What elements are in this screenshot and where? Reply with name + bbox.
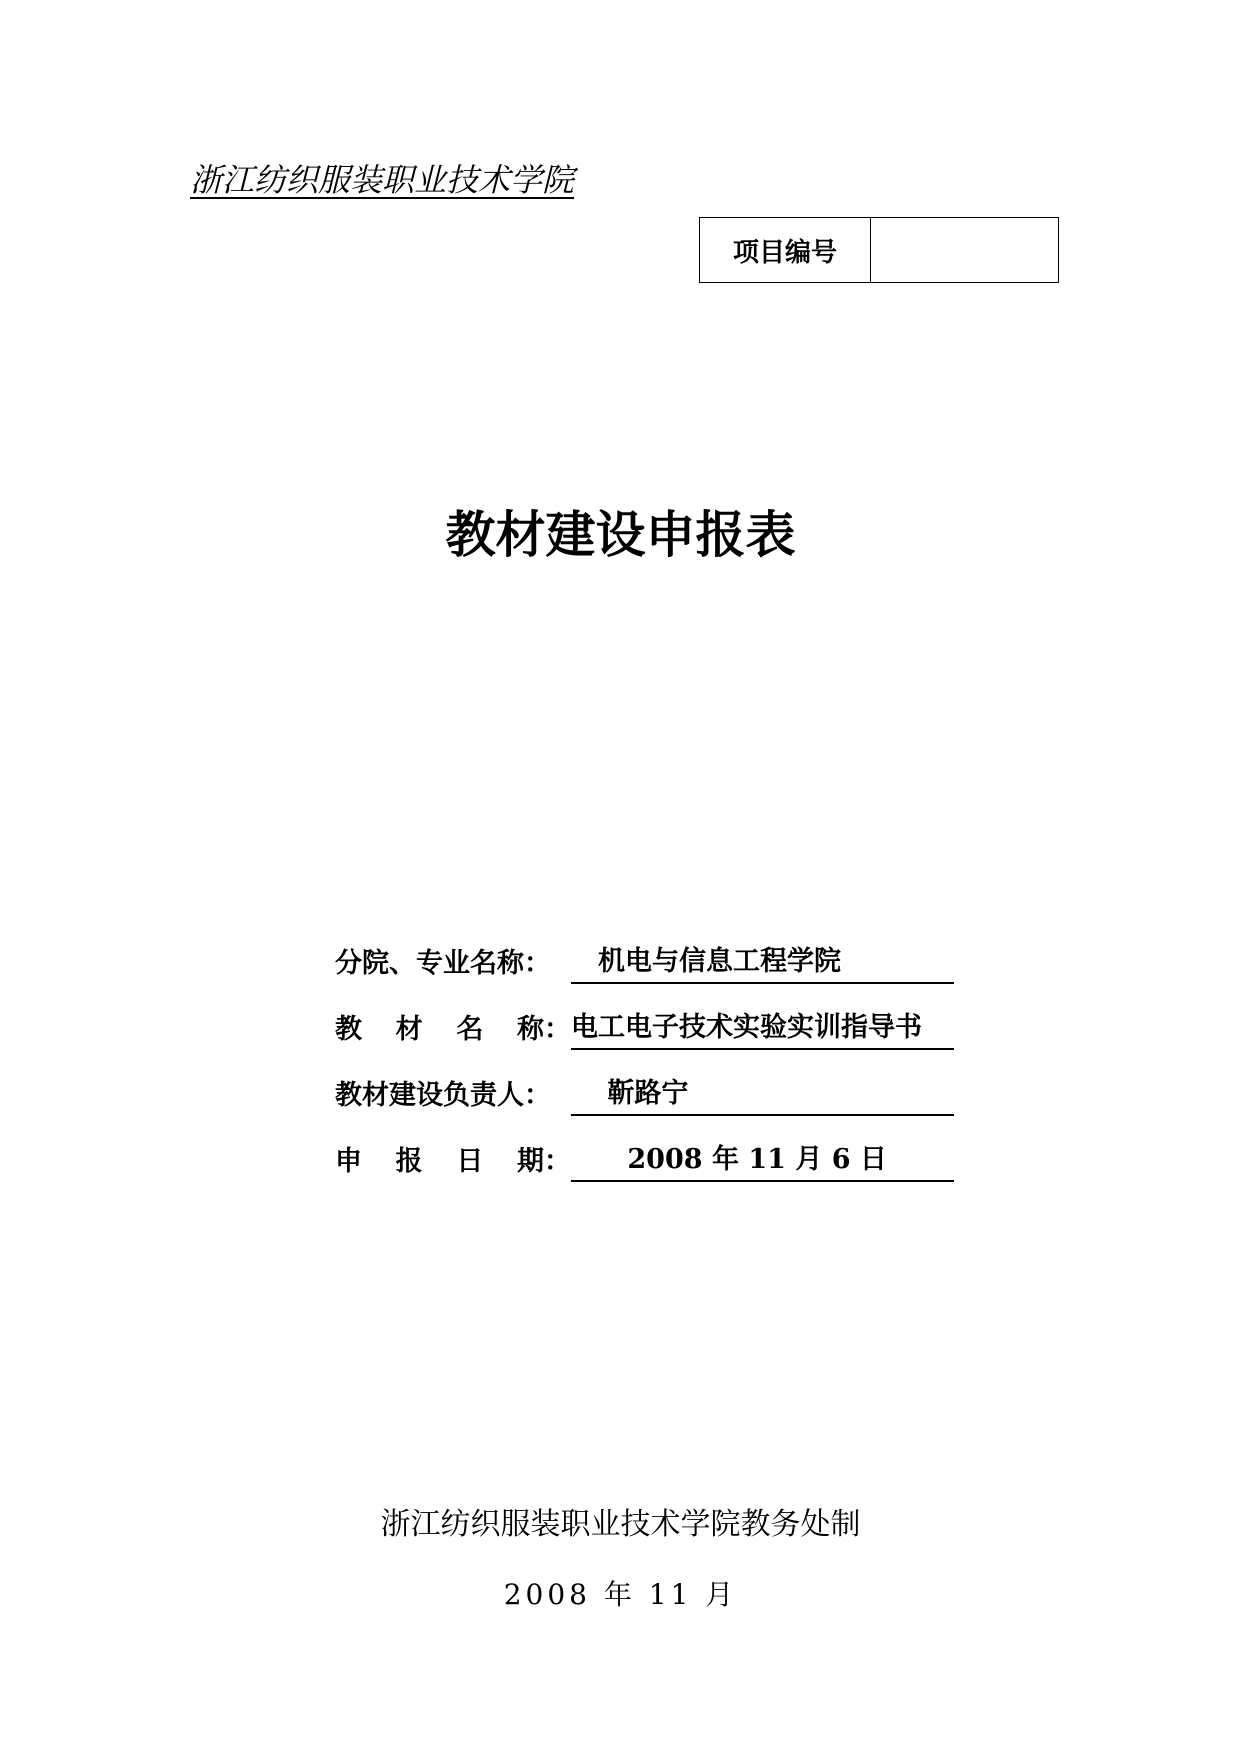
field-value-application-date[interactable]: 2008 年 11 月 6 日 (571, 1140, 954, 1182)
field-label-textbook-name (335, 1010, 571, 1050)
application-fields (335, 918, 954, 1182)
institution-header: 浙江纺织服装职业技术学院 (190, 161, 575, 199)
field-label-char: 教 (335, 1014, 362, 1045)
page-title: 教材建设申报表 (445, 506, 796, 564)
project-number-field[interactable] (871, 218, 1058, 282)
field-label-char: 报 (395, 1146, 423, 1177)
field-label-char: 期： (516, 1146, 571, 1177)
field-label-text: 教材建设负责人： (335, 1080, 551, 1111)
footer-date: 2008 年 11 月 (503, 1578, 738, 1611)
field-label-text: 分院、专业名称： (335, 948, 551, 979)
field-label-person-in-charge (335, 1076, 571, 1116)
field-row-application-date (335, 1116, 954, 1182)
field-value-textbook-name[interactable]: 电工电子技术实验实训指导书 (571, 1008, 954, 1050)
field-value-person-in-charge[interactable]: 靳路宁 (571, 1074, 954, 1116)
project-number-label: 项目编号 (700, 218, 871, 282)
project-number-box (699, 217, 1059, 283)
field-label-char: 日 (456, 1146, 484, 1177)
field-row-textbook-name (335, 984, 954, 1050)
field-value-department[interactable]: 机电与信息工程学院 (571, 942, 954, 984)
field-label-char: 名 (456, 1014, 484, 1045)
field-label-application-date (335, 1142, 571, 1182)
field-row-person-in-charge (335, 1050, 954, 1116)
field-label-char: 称： (516, 1014, 571, 1045)
field-row-department (335, 918, 954, 984)
field-label-department (335, 944, 571, 984)
footer-organization: 浙江纺织服装职业技术学院教务处制 (380, 1507, 861, 1542)
field-label-char: 材 (395, 1014, 423, 1045)
field-label-char: 申 (335, 1146, 362, 1177)
